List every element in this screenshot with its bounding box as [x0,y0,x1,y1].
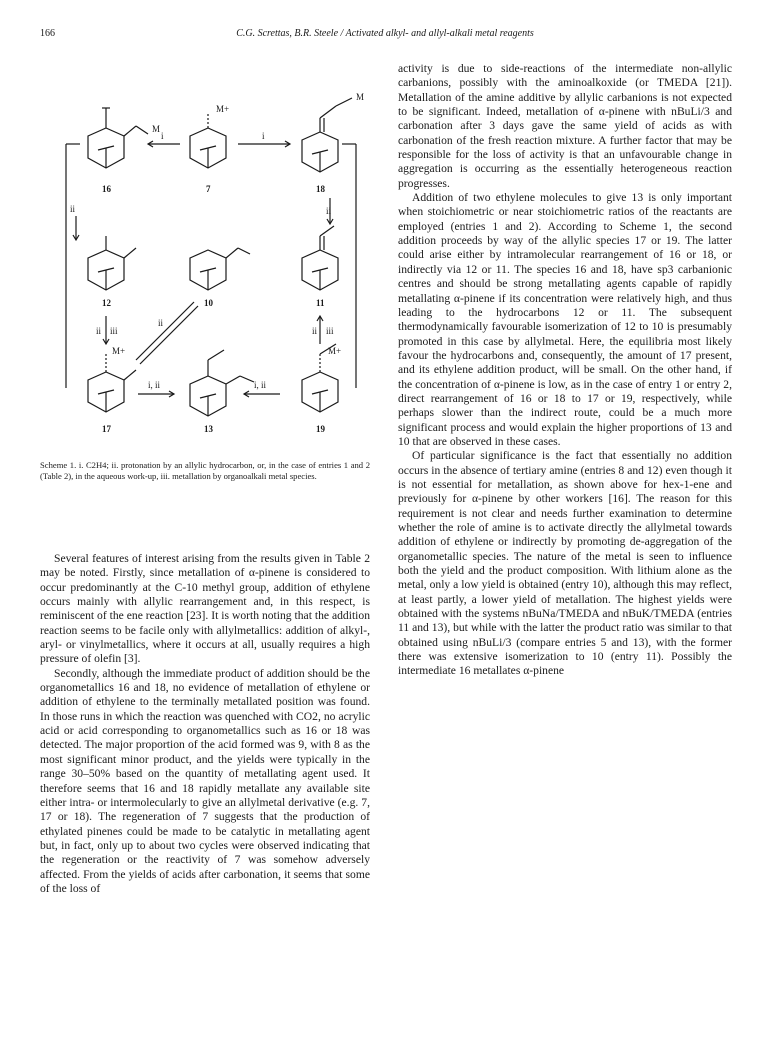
arrow-label: ii [70,204,76,214]
arrow-label: ii [312,326,318,336]
molecule-7 [190,112,226,168]
compound-label: 18 [316,184,325,194]
page-number: 166 [40,28,55,39]
molecule-16 [88,108,148,168]
scheme-drawing [40,88,370,454]
paragraph: activity is due to side-reactions of the intermediate non-allylic carbanions, possibly with the aminoalkoxide (or TMEDA [21]). Metallation of the amine additive by allylic carbanions is not expected to be significant. Indeed, metallation of α-pinene with nBuLi/3 and carbonation after 3 days gave the same yield of acids as with carbonation of the fresh reaction mixture. A further factor that may be responsible for the loss of activity is that an unfavourable change in aggregation is occurring as the essentially heterogeneous reaction progresses. [398,62,732,190]
metal-label: M [152,124,161,134]
right-column [398,62,732,679]
arrow-label: iii [326,326,334,336]
paragraph: Secondly, although the immediate product of addition should be the organometallics 16 and 18, no evidence of metallation of ethylene or addition of ethylene to the terminally metallated position was found. In those runs in which the reaction was quenched with CO2, no acrylic acid or acid corresponding to organometallics such as 16 or 18 was detected. The major proportion of the acid formed was 9, with 8 as the most significant minor product, and the yields were typically in the range 30–50% based on the quantity of metallating agent used. It therefore seems that 16 and 18 rapidly metallate any available site either intra- or intermolecularly to give an allylmetal derivative (e.g. 7, 17 or 18). The regeneration of 7 suggests that the production of ethylated pinenes could be made to be catalytic in metallating agent but, in fact, only up to about two cycles were observed indicating that the regeneration or the reactivity of 7 was somehow adversely affected. From the yields of acids after carbonation, it seems that some of the loss of [40,666,370,895]
molecule-17 [88,354,136,412]
molecule-18 [302,98,352,172]
compound-label: 19 [316,424,325,434]
arrow-label: i [161,131,164,141]
arrow-label: i, ii [254,380,267,390]
running-head: C.G. Screttas, B.R. Steele / Activated alkyl- and allyl-alkali metal reagents [236,28,534,39]
metal-label: M+ [328,346,342,356]
metal-label: M+ [216,104,230,114]
reaction-scheme [40,88,370,454]
metal-label: M+ [112,346,126,356]
paragraph: Addition of two ethylene molecules to give 13 is only important when stoichiometric or near stoichiometric ratios of the reactants are employed (entries 1 and 2). According to Scheme 1, the second addition proceeds by way of the allylic species 17 or 19. The latter could arise either by intramolecular rearrangement of 16 or 18, or indirectly via 12 or 11. The species 16 and 18, have sp3 carbanionic centres and should be strong metallating agents capable of rapidly metallating α-pinene if its concentration were relatively high, and thus leading to the hydrocarbons 12 or 11. The subsequent thermodynamically favourable isomerization of 12 to 10 is presumably promoted in this case by allylmetal. Here, the equilibria most likely favour the hydrocarbons and, consequently, the amount of 17 present, and its ethylene addition product, will be small. On the other hand, if the concentration of α-pinene is low, as in the case of entry 1 or entry 2, direct rearrangement of 16 or 18 to 17 or 19, respectively, while perhaps slower than the indirect route, could be a much more significant process and would explain the higher proportions of 13 and 10 that are observed in these cases. [398,191,732,448]
compound-label: 13 [204,424,213,434]
metal-label: M [356,92,365,102]
molecule-12 [88,236,136,290]
compound-label: 12 [102,298,111,308]
compound-label: 17 [102,424,111,434]
scheme-caption: Scheme 1. i. C2H4; ii. protonation by an allylic hydrocarbon, or, in the case of entries 1 and 2 (Table 2), in the aqueous work-up, iii. metallation by organoalkali metal species. [40,460,370,481]
compound-label: 16 [102,184,111,194]
molecule-13 [190,350,254,416]
arrow-label: ii [158,318,164,328]
compound-label: 11 [316,298,325,308]
paragraph: Several features of interest arising from the results given in Table 2 may be noted. Firstly, since metallation of α-pinene is considered to occur predominantly at the C-10 methyl group, addition of ethylene occurs mainly with allylic rearrangement and, in this respect, is reminiscent of the ene reaction [23]. It is worth noting that the addition reaction seems to be facile only with allylmetallics: addition of alkyl-, aryl- or vinylmetallics, where it occurs at all, usually requires a high pressure of olefin [3]. [40,552,370,666]
compound-label: 10 [204,298,213,308]
arrow-label: ii [326,206,332,216]
molecule-10 [190,248,250,290]
page-header [40,28,730,42]
compound-label: 7 [206,184,211,194]
left-column [40,552,370,896]
arrow-label: i, ii [148,380,161,390]
paragraph: Of particular significance is the fact that essentially no addition occurs in the absence of tertiary amine (entries 8 and 12) even though it is not essential for metallation, as shown above for hex-1-ene and previously for α-pinene by other workers [16]. The reason for this requirement is not clear and needs further examination to determine whether the role of amine is to activate directly the allylmetal towards addition of ethylene or indirectly by promoting de-aggregation of the organometallic species. The nature of the metal is seen to influence both the yield and the product composition. With lithium alone as the metal, only a low yield is obtained (entry 10), although this may reflect, at least partly, a lower yield of metallation. The highest yields were obtained with the systems nBuNa/TMEDA and nBuK/TMEDA (entries 11 and 13), but while with the latter the product ratio was similar to that obtained using nBuLi/3 (compare entries 5 and 13), with the former there was extensive isomerization to 10 (entry 11). Possibly the intermediate 16 metallates α-pinene [398,449,732,678]
arrow-17-to-10 [136,302,194,360]
arrow-label: i [262,131,265,141]
arrow-label: ii [96,326,102,336]
arrow-label: iii [110,326,118,336]
molecule-11 [302,226,338,290]
